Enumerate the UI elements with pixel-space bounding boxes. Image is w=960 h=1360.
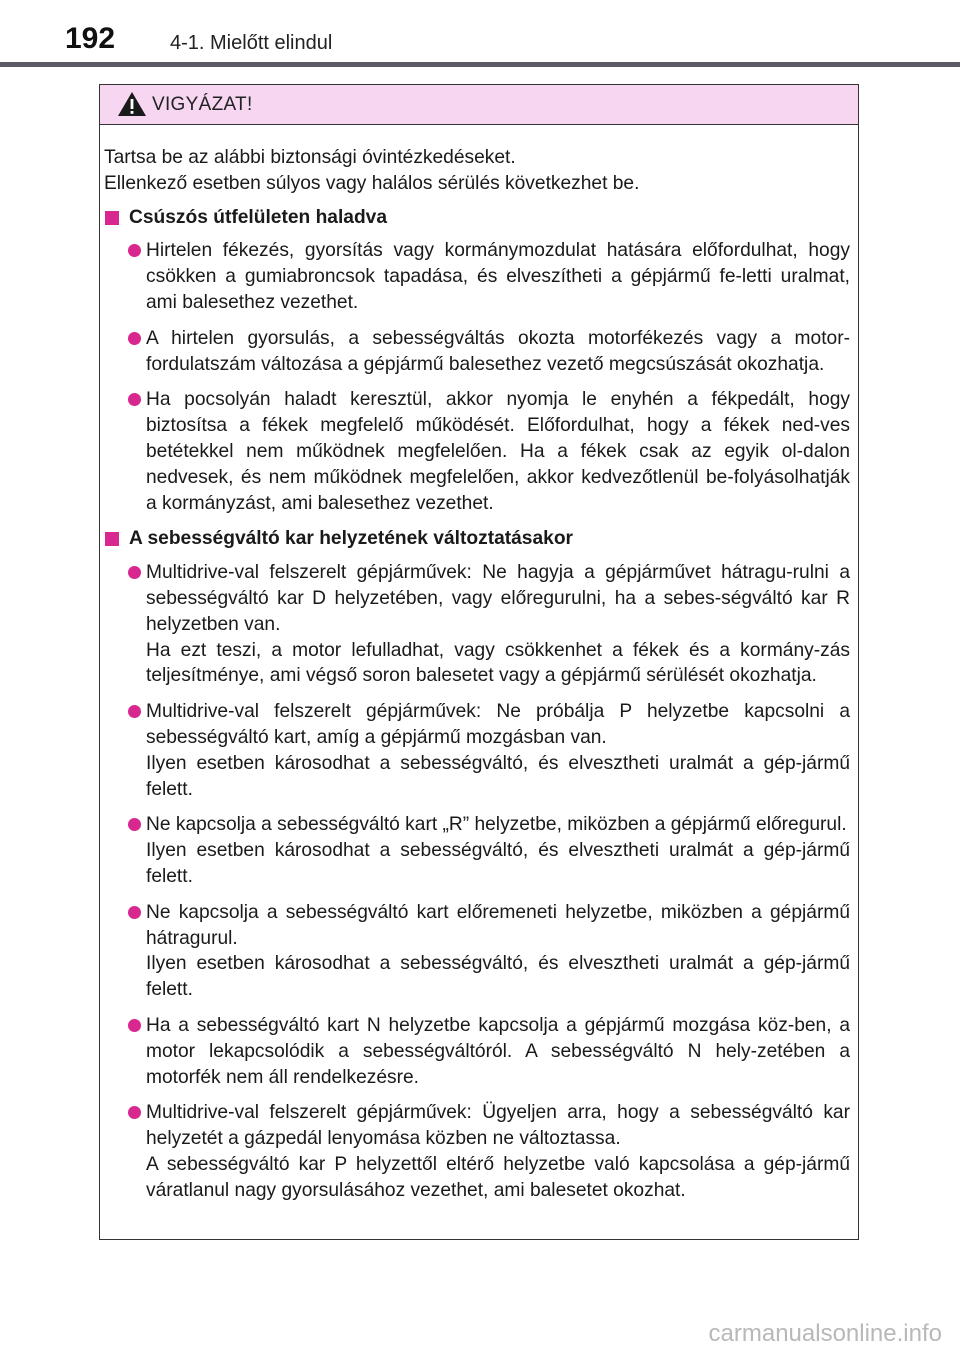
bullet-paragraph: Ha ezt teszi, a motor lefulladhat, vagy csökkenhet a fékek és a kormány-zás teljesítménye, ami végső soron balesetet vagy a gépjármű sérülését okozhatja.	[146, 639, 850, 687]
bullet-paragraph: A hirtelen gyorsulás, a sebességváltás okozta motorfékezés vagy a motor-fordulatszám változása a gépjármű balesethez vezető megcsúszását okozhatja.	[146, 327, 850, 375]
section-heading	[104, 526, 850, 552]
caution-section	[104, 526, 850, 1203]
bullet-paragraph: Ilyen esetben károsodhat a sebességváltó, és elvesztheti uralmát a gép-jármű felett.	[146, 953, 850, 1001]
bullet-paragraph: Ha pocsolyán haladt keresztül, akkor nyomja le enyhén a fékpedált, hogy biztosítsa a fékek megfelelő működését. Előfordulhat, hogy a fékek ned-ves betétekkel nem működnek megfelelően. Ha a fékek csak az egyik ol-dalon nedvesek, és nem működnek megfelelően, akkor kedvezőtlenül be-folyásolhatják a kormányzást, ami balesethez vezethet.	[146, 389, 850, 514]
bullet-paragraph: Ne kapcsolja a sebességváltó kart „R” helyzetbe, miközben a gépjármű előregurul.	[146, 814, 847, 836]
circle-bullet-icon	[128, 566, 141, 579]
page-number: 192	[65, 22, 116, 55]
bullet-item	[104, 387, 850, 516]
page-header	[0, 0, 960, 70]
caution-title: VIGYÁZAT!	[152, 94, 253, 115]
caution-body	[100, 125, 858, 1203]
section-heading	[104, 205, 850, 231]
bullet-paragraph: Hirtelen fékezés, gyorsítás vagy kormánymozdulat hatására előfordulhat, hogy csökken a gumiabroncsok tapadása, és elveszítheti a gépjármű fe-letti uralmat, ami balesethez vezethet.	[146, 240, 850, 313]
bullet-paragraph: Ne kapcsolja a sebességváltó kart előremeneti helyzetbe, miközben a gépjármű hátragurul.	[146, 901, 850, 949]
circle-bullet-icon	[128, 906, 141, 919]
circle-bullet-icon	[128, 332, 141, 345]
bullet-item	[104, 1013, 850, 1090]
bullet-paragraph: Multidrive-val felszerelt gépjárművek: Ne hagyja a gépjárművet hátragu-rulni a sebességváltó kar D helyzetében, vagy előregurulni, ha a sebes-ségváltó kar R helyzetben van.	[146, 562, 850, 635]
intro-line: Tartsa be az alábbi biztonsági óvintézkedéseket.	[104, 147, 516, 168]
bullet-item	[104, 1100, 850, 1203]
caution-box	[99, 84, 859, 1240]
square-bullet-icon	[105, 532, 119, 546]
caution-header	[100, 85, 858, 125]
section-title: 4-1. Mielőtt elindul	[170, 32, 333, 54]
caution-sections	[104, 205, 850, 1204]
bullet-item	[104, 560, 850, 689]
bullet-paragraph: Ilyen esetben károsodhat a sebességváltó, és elvesztheti uralmát a gép-jármű felett.	[146, 752, 850, 800]
caution-section	[104, 205, 850, 517]
watermark: carmanualsonline.info	[708, 1320, 942, 1347]
bullet-paragraph: Multidrive-val felszerelt gépjárművek: Ne próbálja P helyzetbe kapcsolni a sebességváltó kart, amíg a gépjármű mozgásban van.	[146, 701, 850, 748]
bullet-paragraph: Ilyen esetben károsodhat a sebességváltó, és elvesztheti uralmát a gép-jármű felett.	[146, 840, 850, 887]
square-bullet-icon	[105, 211, 119, 225]
section-heading-text: Csúszós útfelületen haladva	[129, 206, 388, 228]
circle-bullet-icon	[128, 818, 141, 831]
circle-bullet-icon	[128, 393, 141, 406]
bullet-item	[104, 699, 850, 802]
bullet-paragraph: Ha a sebességváltó kart N helyzetbe kapcsolja a gépjármű mozgása köz-ben, a motor lekapcsolódik a sebességváltóról. A sebességváltó N hely-zetében a motorfék nem áll rendelkezésre.	[146, 1014, 850, 1088]
bullet-item	[104, 238, 850, 315]
bullet-paragraph: A sebességváltó kar P helyzettől eltérő helyzetbe való kapcsolása a gép-jármű váratlanul nagy gyorsulásához vezethet, ami balesetet okozhat.	[146, 1153, 850, 1201]
header-divider	[0, 62, 960, 67]
bullet-item	[104, 900, 850, 1003]
circle-bullet-icon	[128, 705, 141, 718]
warning-triangle-icon	[117, 91, 147, 117]
bullet-item	[104, 812, 850, 889]
bullet-paragraph: Multidrive-val felszerelt gépjárművek: Ügyeljen arra, hogy a sebességváltó kar helyzetét a gázpedál lenyomása közben ne változtassa.	[146, 1102, 850, 1150]
circle-bullet-icon	[128, 1019, 141, 1032]
intro-line: Ellenkező esetben súlyos vagy halálos sérülés következhet be.	[104, 172, 640, 194]
bullet-item	[104, 326, 850, 378]
circle-bullet-icon	[128, 244, 141, 257]
caution-intro	[104, 145, 850, 197]
section-heading-text: A sebességváltó kar helyzetének változtatásakor	[129, 528, 574, 550]
circle-bullet-icon	[128, 1106, 141, 1119]
